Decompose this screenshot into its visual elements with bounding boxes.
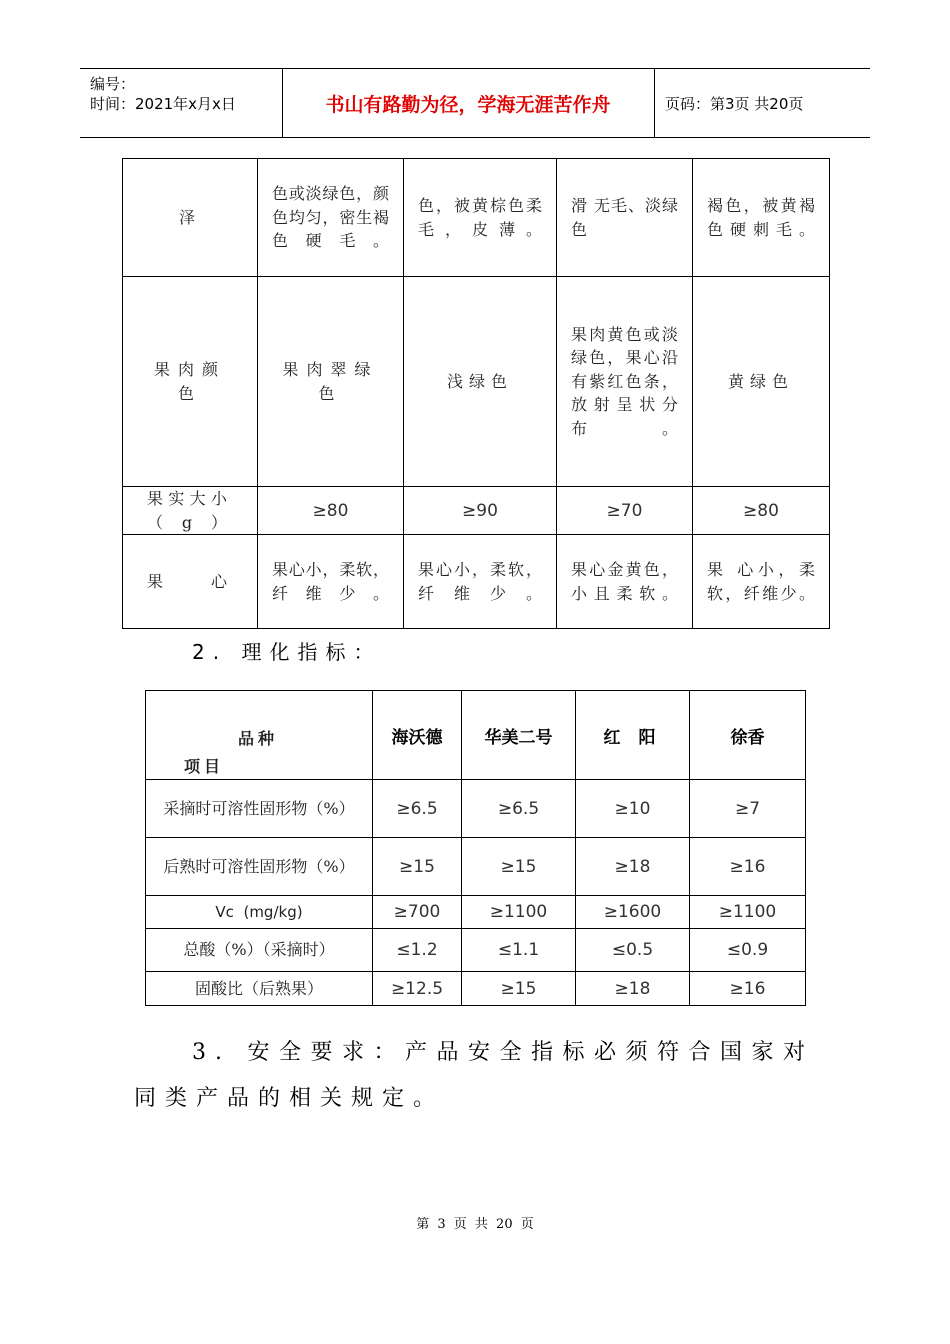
- item-cell: 后熟时可溶性固形物（%）: [146, 838, 373, 896]
- column-header: 徐香: [690, 691, 806, 780]
- value-cell: ≥12.5: [373, 972, 462, 1006]
- table-cell: 果心小，柔软，纤维少。: [258, 535, 404, 629]
- value-cell: ≤0.5: [576, 929, 690, 972]
- table-cell: ≥70: [557, 487, 693, 535]
- value-cell: ≥18: [576, 972, 690, 1006]
- page-footer: 第 3 页 共 20 页: [416, 1217, 534, 1232]
- table-row: [146, 838, 806, 896]
- table-row: [123, 487, 830, 535]
- table-row: [123, 277, 830, 487]
- column-header: 华美二号: [462, 691, 576, 780]
- column-header: 海沃德: [373, 691, 462, 780]
- document-header: [80, 68, 870, 138]
- table-cell: 果 心小，柔软，纤维少。: [693, 535, 830, 629]
- item-cell: 采摘时可溶性固形物（%）: [146, 780, 373, 838]
- table-row: [146, 780, 806, 838]
- value-cell: ≥700: [373, 896, 462, 929]
- table-row: [123, 159, 830, 277]
- time-label: 时间：2021年x月x日: [90, 95, 236, 113]
- value-cell: ≥18: [576, 838, 690, 896]
- table-cell: 色，被黄棕色柔毛，皮薄。: [404, 159, 557, 277]
- table-row: [146, 972, 806, 1006]
- table-cell: ≥80: [693, 487, 830, 535]
- value-cell: ≥15: [462, 972, 576, 1006]
- value-cell: ≤1.1: [462, 929, 576, 972]
- table-cell: 果心金黄色，小且柔软。: [557, 535, 693, 629]
- table-cell: 浅绿色: [404, 277, 557, 487]
- table-cell: 果心小，柔软，纤维少。: [404, 535, 557, 629]
- table-row: [146, 896, 806, 929]
- value-cell: ≥7: [690, 780, 806, 838]
- table-cell: 滑 无毛、淡绿色: [557, 159, 693, 277]
- table-cell: ≥80: [258, 487, 404, 535]
- item-cell: Vc (mg/kg): [146, 896, 373, 929]
- motto-text: 书山有路勤为径，学海无涯苦作舟: [282, 69, 655, 137]
- row-label: 果实大小（g）: [123, 487, 258, 535]
- value-cell: ≥16: [690, 838, 806, 896]
- table-cell: ≥90: [404, 487, 557, 535]
- table-cell: 褐色，被黄褐色硬刺毛。: [693, 159, 830, 277]
- value-cell: ≥15: [462, 838, 576, 896]
- row-label: 果肉颜色: [123, 277, 258, 487]
- number-label: 编号：: [90, 75, 136, 93]
- value-cell: ≥10: [576, 780, 690, 838]
- table-cell: 果肉黄色或淡绿色，果心沿有紫红色条，放射呈状分布。: [557, 277, 693, 487]
- value-cell: ≥1100: [690, 896, 806, 929]
- item-cell: 固酸比（后熟果）: [146, 972, 373, 1006]
- item-cell: 总酸（%）（采摘时）: [146, 929, 373, 972]
- value-cell: ≥1600: [576, 896, 690, 929]
- row-label: 泽: [123, 159, 258, 277]
- table-cell: 黄绿色: [693, 277, 830, 487]
- corner-header: [146, 691, 373, 780]
- value-cell: ≥16: [690, 972, 806, 1006]
- row-label: 果 心: [123, 535, 258, 629]
- value-cell: ≥6.5: [373, 780, 462, 838]
- appearance-table: [122, 158, 830, 629]
- value-cell: ≤1.2: [373, 929, 462, 972]
- section-2-title: 2. 理化指标：: [192, 640, 382, 664]
- table-cell: 色或淡绿色，颜色均匀，密生褐色硬毛。: [258, 159, 404, 277]
- item-label: 项目: [184, 757, 225, 776]
- column-header: 红 阳: [576, 691, 690, 780]
- table-row: [123, 535, 830, 629]
- page-code: 页码：第3页 共20页: [665, 94, 804, 113]
- variety-label: 品种: [238, 729, 279, 748]
- table-row: [146, 929, 806, 972]
- value-cell: ≥1100: [462, 896, 576, 929]
- section-3-text: 3. 安全要求：产品安全指标必须符合国家对同类产品的相关规定。: [134, 1040, 814, 1111]
- value-cell: ≥15: [373, 838, 462, 896]
- physicochemical-table: [145, 690, 806, 1006]
- table-cell: 果肉翠绿色: [258, 277, 404, 487]
- header-meta: [80, 69, 283, 137]
- value-cell: ≥6.5: [462, 780, 576, 838]
- value-cell: ≤0.9: [690, 929, 806, 972]
- table-header-row: [146, 691, 806, 780]
